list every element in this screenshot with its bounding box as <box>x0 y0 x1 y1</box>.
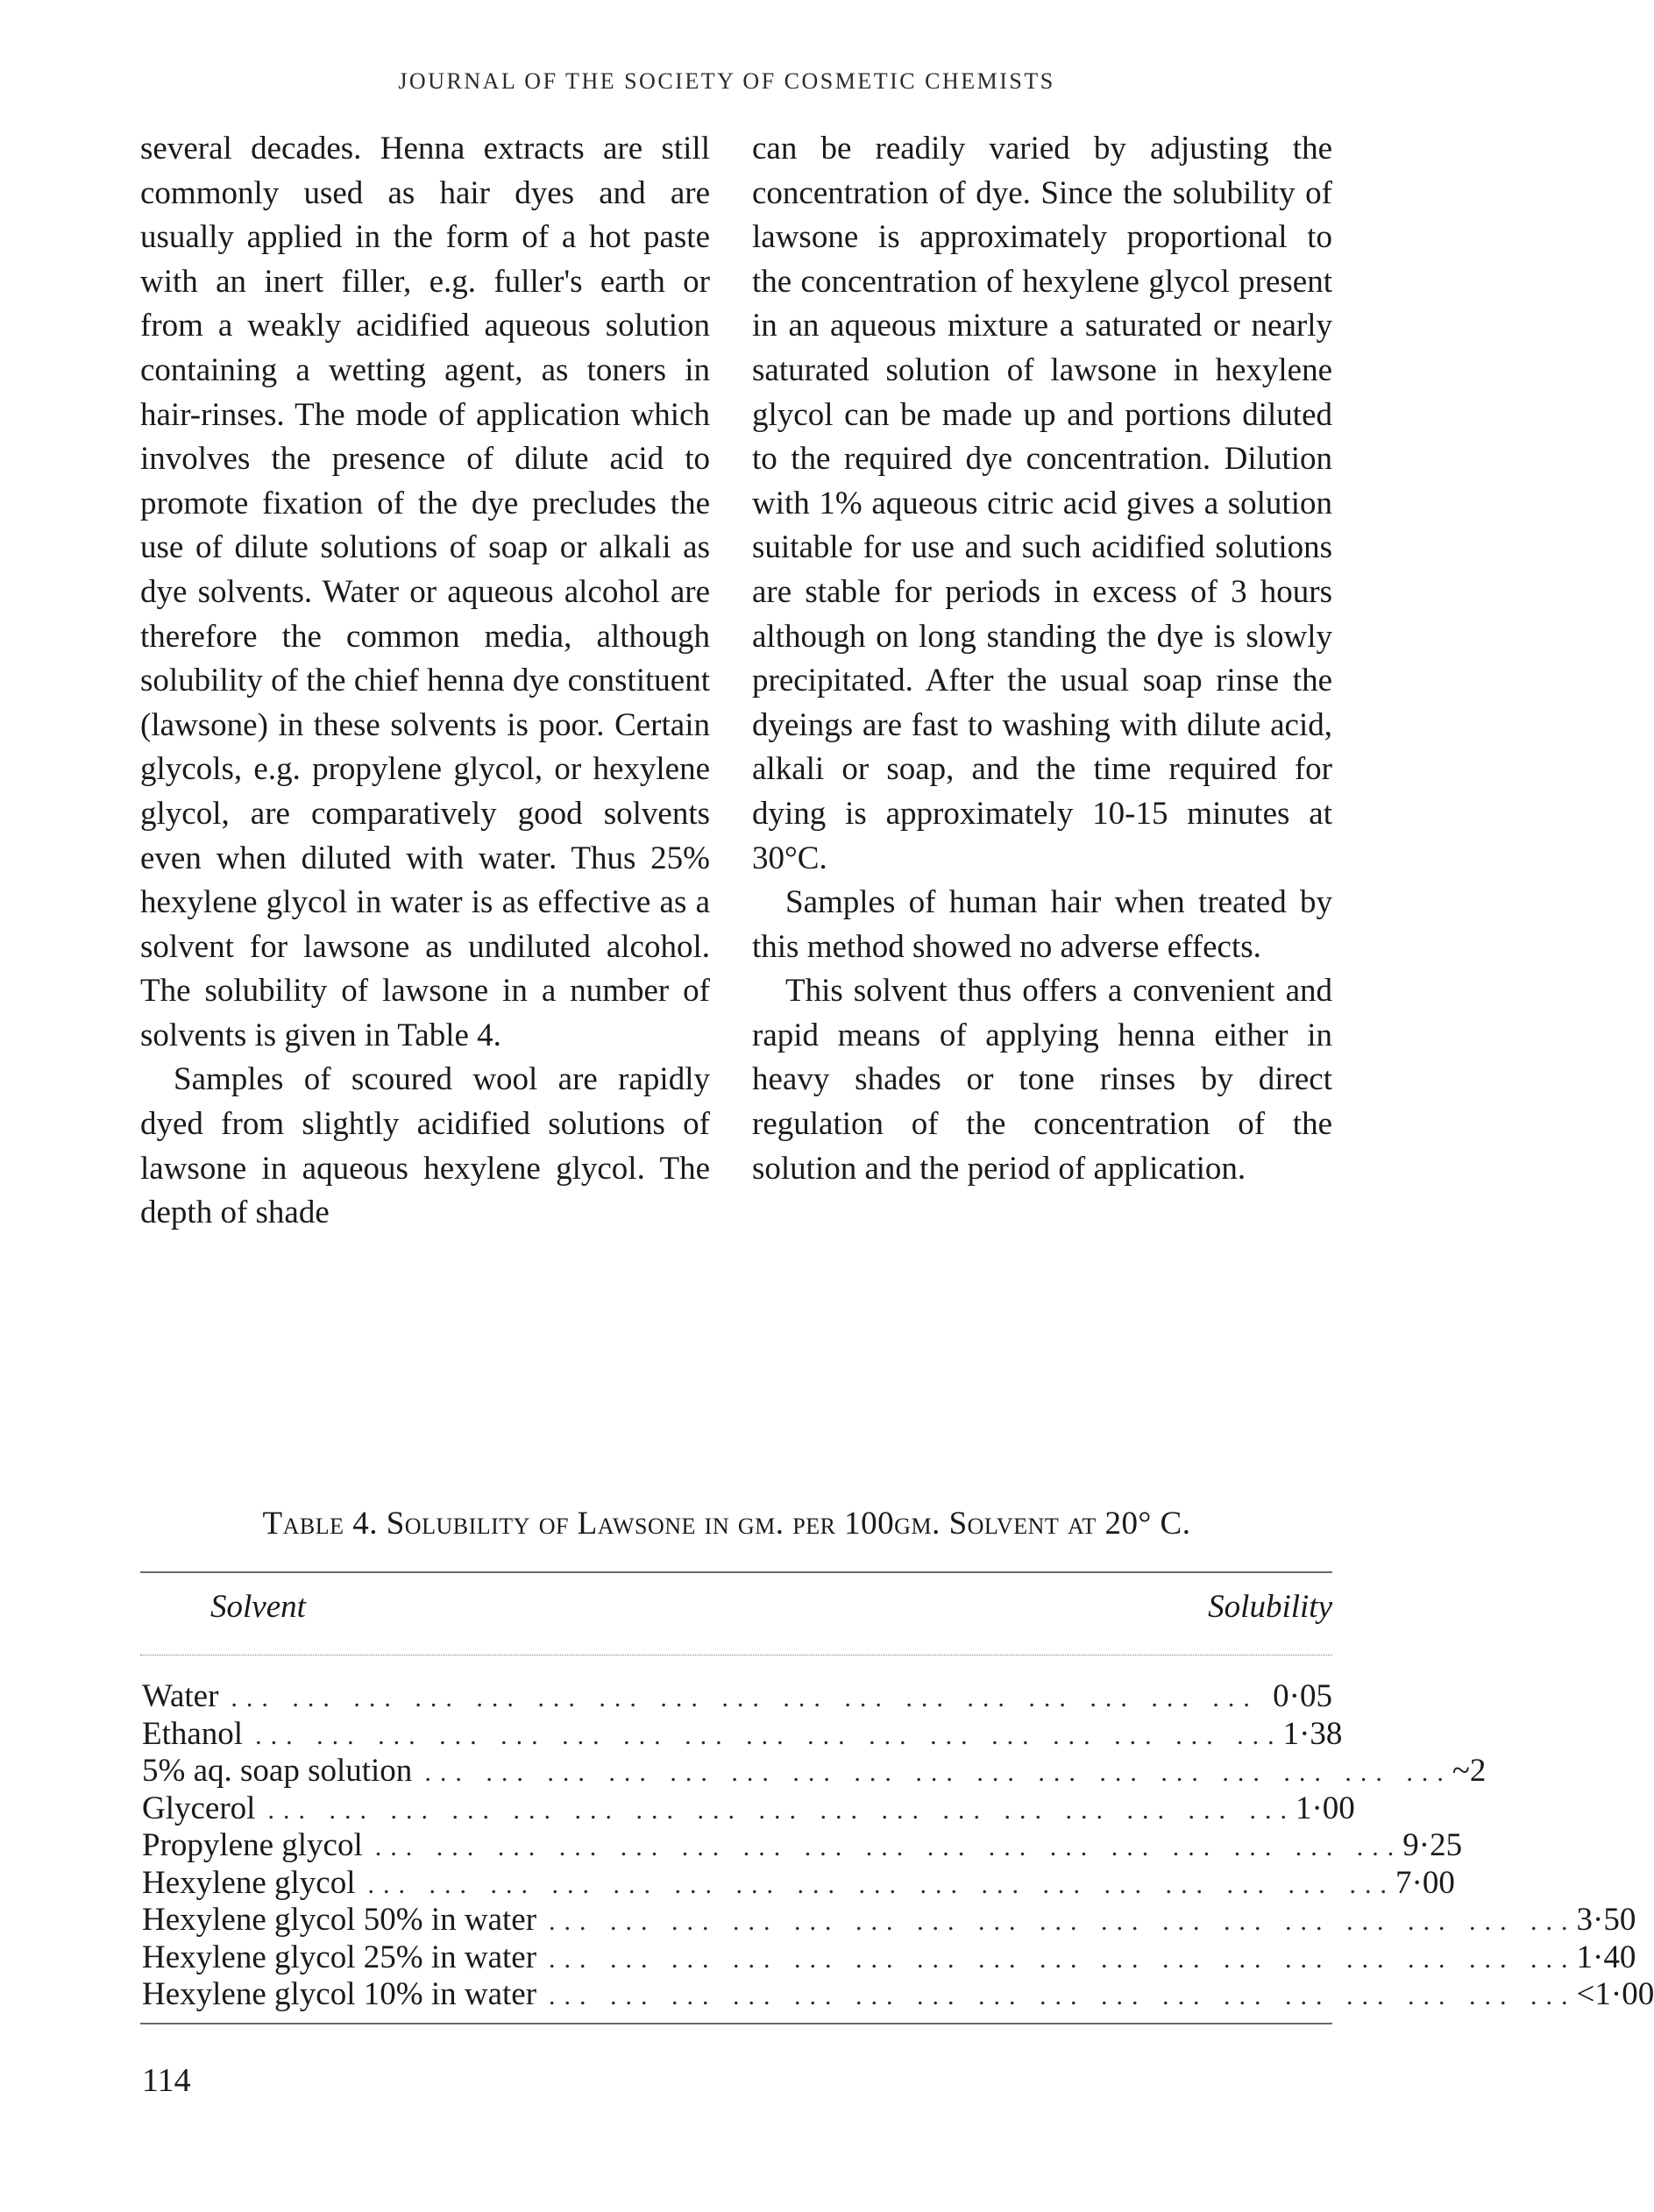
right-column <box>752 127 1332 1191</box>
table-cell-solubility: 1·40 <box>1576 1939 1636 1975</box>
solubility-table-body <box>142 1678 1654 2014</box>
table-cell-solubility: 3·50 <box>1576 1902 1636 1938</box>
table-cell-solvent: Hexylene glycol 10% in water <box>142 1976 537 2012</box>
table-row <box>142 1753 1487 1790</box>
running-head: JOURNAL OF THE SOCIETY OF COSMETIC CHEMISTS <box>398 68 1055 94</box>
table-cell-solubility: 1·38 <box>1282 1715 1343 1752</box>
body-paragraph: Samples of scoured wool are rapidly dyed from slightly acidified solutions of lawsone in aqueous hexylene glycol. The depth of shade <box>140 1061 710 1231</box>
table-cell-solubility: <1·00 <box>1576 1976 1654 2012</box>
table-cell-solubility: 0·05 <box>1273 1678 1332 1714</box>
table-row <box>142 1864 1455 1903</box>
dot-leader: ... ... ... ... ... ... ... ... ... ... ... ... ... ... ... ... ... <box>374 1833 1403 1861</box>
table-header-solvent: Solvent <box>210 1589 306 1625</box>
table-cell-solvent: Hexylene glycol <box>142 1864 356 1901</box>
table-cell-solvent: Water <box>142 1678 219 1714</box>
table-cell-solvent: Propylene glycol <box>142 1827 363 1863</box>
table-row <box>142 1790 1355 1828</box>
body-paragraph: several decades. Henna extracts are still commonly used as hair dyes and are usually applied in the form of a hot paste with an inert filler, e.g. fuller's earth or from a weakly acidified aqueous solution containing a wetting agent, as toners in hair-rinses. The mode of application which involves the presence of dilute acid to promote fixation of the dye precludes the use of dilute solutions of soap or alkali as dye solvents. Water or aqueous alcohol are therefore the common media, although solubility of the chief henna dye constituent (lawsone) in these solvents is poor. Certain glycols, e.g. propylene glycol, or hexylene glycol, are comparatively good solvents even when diluted with water. Thus 25% hexylene glycol in water is as effective as a solvent for lawsone as undiluted alcohol. The solubility of lawsone in a number of solvents is given in Table 4. <box>140 131 710 1053</box>
table-cell-solubility: 9·25 <box>1402 1827 1463 1863</box>
table-cell-solubility: 7·00 <box>1395 1864 1455 1901</box>
table-caption <box>0 1505 1453 1542</box>
body-paragraph: This solvent thus offers a convenient and rapid means of applying henna either in heavy shades or tone rinses by direct regulation of the concentration of the solution and the period of application. <box>752 973 1332 1187</box>
dot-leader: ... ... ... ... ... ... ... ... ... ... ... ... ... ... ... ... ... <box>231 1684 1259 1712</box>
dot-leader: ... ... ... ... ... ... ... ... ... ... ... ... ... ... ... ... ... <box>255 1720 1283 1750</box>
table-cell-solubility: ~2 <box>1452 1753 1487 1789</box>
dot-leader: ... ... ... ... ... ... ... ... ... ... ... ... ... ... ... ... ... <box>424 1758 1452 1787</box>
page-number: 114 <box>142 2062 191 2099</box>
table-cell-solvent: Ethanol <box>142 1715 244 1752</box>
body-paragraph: can be readily varied by adjusting the concentration of dye. Since the solubility of lawsone is approximately proportional to the concentration of hexylene glycol present in an aqueous mixture a saturated or nearly saturated solution of lawsone in hexylene glycol can be made up and portions diluted to the required dye concentration. Dilution with 1% aqueous citric acid gives a solution suitable for use and such acidified solutions are stable for periods in excess of 3 hours although on long standing the dye is slowly precipitated. After the usual soap rinse the dyeings are fast to washing with dilute acid, alkali or soap, and the time required for dying is approximately 10-15 minutes at 30°C. <box>752 131 1332 876</box>
dot-leader: ... ... ... ... ... ... ... ... ... ... ... ... ... ... ... ... ... <box>549 1944 1577 1974</box>
table-bottom-rule <box>140 2023 1332 2024</box>
table-row <box>142 1976 1654 2014</box>
table-row <box>142 1902 1636 1939</box>
left-column <box>140 127 710 1236</box>
table-row <box>142 1939 1636 1977</box>
table-caption-title: Solubility of Lawsone in gm. per 100gm. Solvent at 20° C. <box>386 1506 1191 1542</box>
table-row <box>142 1827 1463 1865</box>
table-row <box>142 1715 1343 1754</box>
dot-leader: ... ... ... ... ... ... ... ... ... ... ... ... ... ... ... ... ... <box>267 1795 1296 1825</box>
body-paragraph: Samples of human hair when treated by this method showed no adverse effects. <box>752 884 1332 965</box>
table-top-rule <box>140 1571 1332 1573</box>
dot-leader: ... ... ... ... ... ... ... ... ... ... ... ... ... ... ... ... ... <box>367 1869 1395 1899</box>
table-caption-label: Table 4. <box>262 1506 378 1542</box>
table-header-solubility: Solubility <box>1208 1589 1332 1625</box>
table-cell-solvent: Hexylene glycol 50% in water <box>142 1902 537 1938</box>
dot-leader: ... ... ... ... ... ... ... ... ... ... ... ... ... ... ... ... ... <box>549 1982 1577 2010</box>
table-cell-solvent: Hexylene glycol 25% in water <box>142 1939 537 1975</box>
table-row <box>142 1678 1332 1716</box>
table-cell-solvent: 5% aq. soap solution <box>142 1753 413 1789</box>
table-cell-solvent: Glycerol <box>142 1790 256 1826</box>
dot-leader: ... ... ... ... ... ... ... ... ... ... ... ... ... ... ... ... ... <box>549 1907 1577 1936</box>
table-cell-solubility: 1·00 <box>1295 1790 1355 1826</box>
